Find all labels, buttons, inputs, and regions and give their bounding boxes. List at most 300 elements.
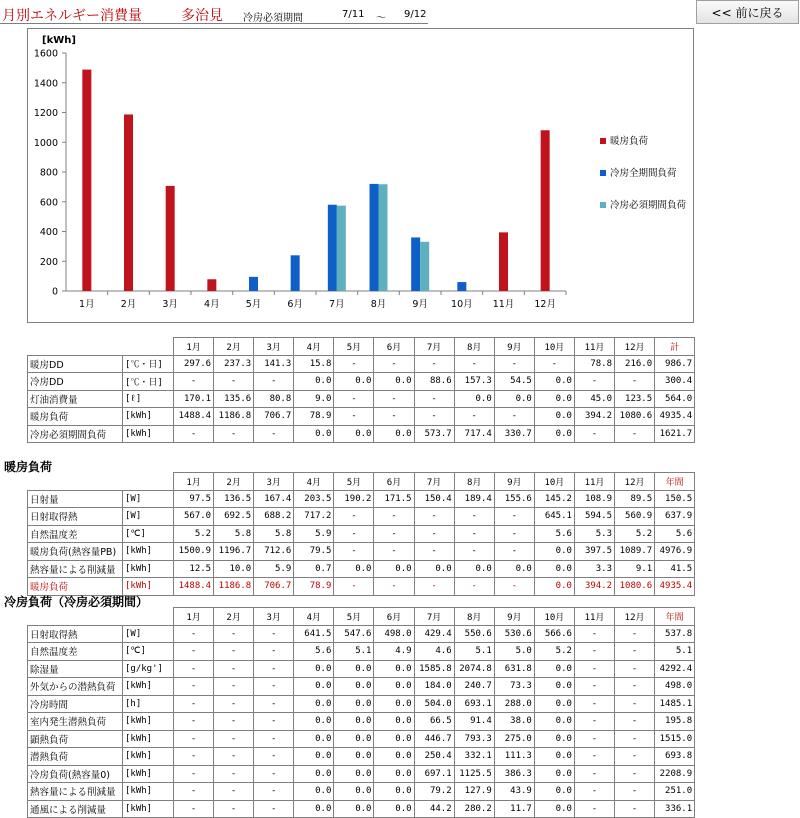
- cell-value: -: [174, 713, 214, 731]
- row-label: 除湿量: [28, 660, 123, 678]
- cell-value: 0.0: [534, 373, 574, 391]
- cell-value: -: [254, 783, 294, 801]
- row-label: 熱容量による削減量: [28, 560, 123, 578]
- cell-value: -: [334, 543, 374, 561]
- cell-value: 135.6: [214, 390, 254, 408]
- cell-value: -: [214, 800, 254, 818]
- cell-value: 5.1: [334, 643, 374, 661]
- cell-value: 0.0: [374, 678, 414, 696]
- cell-value: -: [454, 578, 494, 596]
- row-label: 自然温度差: [28, 525, 123, 543]
- row-label: 自然温度差: [28, 643, 123, 661]
- table-row: [28, 560, 695, 578]
- cell-value: 1585.8: [414, 660, 454, 678]
- cell-value: -: [454, 508, 494, 526]
- cell-value: 3.3: [574, 560, 614, 578]
- cell-value: 0.0: [374, 560, 414, 578]
- cell-value: 44.2: [414, 800, 454, 818]
- cell-value: 0.0: [374, 748, 414, 766]
- legend-label: 冷房全期間負荷: [610, 168, 677, 179]
- row-label: 暖房負荷: [28, 578, 123, 596]
- cell-value: 550.6: [454, 625, 494, 643]
- x-tick-label: 10月: [451, 299, 473, 310]
- cell-value: 0.0: [374, 783, 414, 801]
- cell-value: 1186.8: [214, 578, 254, 596]
- cell-value: -: [334, 578, 374, 596]
- cell-value: 5.0: [494, 643, 534, 661]
- cell-value: -: [414, 525, 454, 543]
- cell-value: -: [574, 783, 614, 801]
- row-unit: [W]: [123, 490, 174, 508]
- table-row: [28, 490, 695, 508]
- cell-value: 573.7: [414, 425, 454, 443]
- y-tick-label: 1200: [33, 108, 58, 119]
- cell-value: 79.2: [414, 783, 454, 801]
- cell-value: 0.0: [534, 678, 574, 696]
- cell-value: 0.0: [334, 765, 374, 783]
- month-header: 2月: [214, 608, 254, 626]
- month-header: 11月: [574, 473, 614, 491]
- cell-value: 91.4: [454, 713, 494, 731]
- title-underline: [0, 23, 428, 24]
- cell-value: 4.9: [374, 643, 414, 661]
- cell-total: 2208.9: [655, 765, 695, 783]
- cell-value: 0.0: [534, 425, 574, 443]
- month-header: 11月: [574, 608, 614, 626]
- cell-value: 0.0: [374, 765, 414, 783]
- cell-value: 73.3: [494, 678, 534, 696]
- header-blank: [28, 473, 174, 491]
- cell-value: 397.5: [574, 543, 614, 561]
- cell-value: 297.6: [174, 355, 214, 373]
- month-header: 4月: [294, 608, 334, 626]
- cell-value: 1089.7: [615, 543, 655, 561]
- table-row: [28, 390, 695, 408]
- cell-value: 594.5: [574, 508, 614, 526]
- cell-total: 195.8: [655, 713, 695, 731]
- x-tick-label: 11月: [492, 299, 515, 310]
- table-row: [28, 695, 695, 713]
- cell-value: 504.0: [414, 695, 454, 713]
- cooling-table: [27, 607, 695, 818]
- cell-total: 537.8: [655, 625, 695, 643]
- heating-section-title: 暖房負荷: [4, 460, 53, 474]
- cell-value: 0.0: [494, 560, 534, 578]
- cell-total: 1485.1: [655, 695, 695, 713]
- month-header: 11月: [574, 338, 614, 356]
- cell-value: 0.0: [534, 660, 574, 678]
- cell-value: -: [254, 425, 294, 443]
- cell-value: 80.8: [254, 390, 294, 408]
- y-tick-label: 1600: [33, 48, 58, 60]
- cell-value: 567.0: [174, 508, 214, 526]
- row-unit: [kWh]: [123, 543, 174, 561]
- cell-value: 0.0: [334, 730, 374, 748]
- cell-value: 0.0: [534, 560, 574, 578]
- cell-value: 0.0: [454, 560, 494, 578]
- bar-heating: [166, 186, 175, 291]
- y-tick-label: 0: [51, 286, 58, 298]
- row-unit: [kWh]: [123, 408, 174, 426]
- cell-value: -: [615, 660, 655, 678]
- cell-value: 66.5: [414, 713, 454, 731]
- month-header: 3月: [254, 608, 294, 626]
- cell-value: 0.0: [534, 783, 574, 801]
- cell-value: 5.1: [454, 643, 494, 661]
- month-header: 9月: [494, 608, 534, 626]
- cell-value: 446.7: [414, 730, 454, 748]
- table-row: [28, 713, 695, 731]
- cell-value: -: [334, 525, 374, 543]
- bar-cooling-full: [328, 205, 337, 291]
- cell-value: -: [454, 408, 494, 426]
- row-label: 日射量: [28, 490, 123, 508]
- cell-value: 43.9: [494, 783, 534, 801]
- cell-value: 0.0: [334, 800, 374, 818]
- cell-value: -: [254, 678, 294, 696]
- cell-value: 0.0: [374, 695, 414, 713]
- cell-value: 0.0: [294, 678, 334, 696]
- cell-value: 171.5: [374, 490, 414, 508]
- cooling-section-title: 冷房負荷（冷房必須期間）: [4, 595, 149, 609]
- x-tick-label: 1月: [79, 299, 95, 310]
- x-tick-label: 2月: [120, 299, 137, 310]
- legend-swatch: [600, 202, 606, 208]
- y-tick-label: 1400: [33, 78, 58, 90]
- cell-value: 631.8: [494, 660, 534, 678]
- period-label: 冷房必須期間: [243, 13, 303, 24]
- cell-value: -: [214, 730, 254, 748]
- cell-value: -: [254, 643, 294, 661]
- cell-value: 0.0: [374, 660, 414, 678]
- table-row: [28, 800, 695, 818]
- month-header: 9月: [494, 338, 534, 356]
- cell-value: 108.9: [574, 490, 614, 508]
- row-unit: [h]: [123, 695, 174, 713]
- page-title: 月別エネルギー消費量: [2, 8, 142, 24]
- cell-value: 1186.8: [214, 408, 254, 426]
- y-tick-label: 600: [39, 197, 58, 209]
- month-header: 4月: [294, 338, 334, 356]
- cell-value: -: [494, 508, 534, 526]
- cell-value: 0.0: [334, 678, 374, 696]
- cell-value: 386.3: [494, 765, 534, 783]
- row-label: 熱容量による削減量: [28, 783, 123, 801]
- cell-value: -: [334, 508, 374, 526]
- cell-value: -: [615, 765, 655, 783]
- bar-heating: [124, 114, 133, 291]
- cell-value: -: [374, 525, 414, 543]
- row-unit: [kWh]: [123, 748, 174, 766]
- cell-value: -: [214, 748, 254, 766]
- row-label: 冷房負荷(熱容量0): [28, 765, 123, 783]
- site-name: 多治見: [181, 8, 223, 24]
- cell-value: -: [174, 748, 214, 766]
- cell-value: 0.0: [534, 390, 574, 408]
- cell-value: -: [615, 625, 655, 643]
- cell-value: 0.0: [294, 713, 334, 731]
- cell-value: -: [414, 355, 454, 373]
- month-header: 1月: [174, 473, 214, 491]
- bar-cooling-required: [420, 242, 429, 291]
- cell-value: 127.9: [454, 783, 494, 801]
- table-row: [28, 730, 695, 748]
- cell-value: -: [574, 800, 614, 818]
- cell-value: -: [494, 408, 534, 426]
- y-axis-label: [kWh]: [42, 35, 76, 46]
- cell-value: 0.0: [334, 783, 374, 801]
- table-row: [28, 678, 695, 696]
- cell-value: 693.1: [454, 695, 494, 713]
- table-header-row: [28, 473, 695, 491]
- cell-value: 692.5: [214, 508, 254, 526]
- bar-cooling-required: [337, 206, 346, 291]
- table-row: [28, 508, 695, 526]
- cell-value: -: [574, 625, 614, 643]
- row-label: 冷房必須期間負荷: [28, 425, 123, 443]
- cell-value: 0.0: [534, 765, 574, 783]
- cell-total: 336.1: [655, 800, 695, 818]
- cell-value: 1488.4: [174, 578, 214, 596]
- period-end: 9/12: [404, 9, 427, 20]
- month-header: 7月: [414, 338, 454, 356]
- total-header: 計: [655, 338, 695, 356]
- cell-total: 4292.4: [655, 660, 695, 678]
- header-blank: [28, 608, 174, 626]
- cell-value: 394.2: [574, 578, 614, 596]
- cell-value: -: [174, 695, 214, 713]
- month-header: 8月: [454, 608, 494, 626]
- cell-value: -: [214, 713, 254, 731]
- cell-total: 693.8: [655, 748, 695, 766]
- row-label: 暖房負荷(熱容量PB): [28, 543, 123, 561]
- cell-value: -: [254, 800, 294, 818]
- cell-value: 155.6: [494, 490, 534, 508]
- table-header-row: [28, 608, 695, 626]
- cell-value: 4.6: [414, 643, 454, 661]
- total-header: 年間: [655, 473, 695, 491]
- cell-value: 717.2: [294, 508, 334, 526]
- cell-value: 394.2: [574, 408, 614, 426]
- cell-total: 637.9: [655, 508, 695, 526]
- cell-total: 4935.4: [655, 408, 695, 426]
- cell-value: 1488.4: [174, 408, 214, 426]
- cell-total: 1621.7: [655, 425, 695, 443]
- cell-value: 141.3: [254, 355, 294, 373]
- cell-value: 0.0: [374, 713, 414, 731]
- month-header: 5月: [334, 473, 374, 491]
- row-unit: [W]: [123, 508, 174, 526]
- cell-value: 566.6: [534, 625, 574, 643]
- month-header: 7月: [414, 473, 454, 491]
- cell-value: -: [494, 578, 534, 596]
- row-label: 潜熱負荷: [28, 748, 123, 766]
- month-header: 4月: [294, 473, 334, 491]
- month-header: 5月: [334, 338, 374, 356]
- cell-value: 79.5: [294, 543, 334, 561]
- row-unit: [kWh]: [123, 765, 174, 783]
- cell-value: -: [374, 543, 414, 561]
- x-tick-label: 12月: [534, 299, 556, 310]
- row-label: 冷房DD: [28, 373, 123, 391]
- cell-value: -: [615, 713, 655, 731]
- cell-value: 170.1: [174, 390, 214, 408]
- cell-value: -: [454, 543, 494, 561]
- table-header-row: [28, 338, 695, 356]
- cell-value: 0.0: [294, 783, 334, 801]
- cell-value: -: [615, 783, 655, 801]
- month-header: 12月: [615, 473, 655, 491]
- bar-cooling-full: [291, 255, 300, 291]
- cell-value: 97.5: [174, 490, 214, 508]
- cell-value: 9.1: [615, 560, 655, 578]
- cell-value: 706.7: [254, 578, 294, 596]
- cell-value: -: [214, 660, 254, 678]
- cell-value: -: [374, 578, 414, 596]
- cell-value: -: [174, 765, 214, 783]
- cell-value: 216.0: [615, 355, 655, 373]
- cell-value: 5.6: [534, 525, 574, 543]
- row-unit: [ℓ]: [123, 390, 174, 408]
- table-row: [28, 660, 695, 678]
- cell-value: 15.8: [294, 355, 334, 373]
- cell-value: -: [334, 408, 374, 426]
- chart-canvas: [28, 29, 693, 322]
- cell-value: -: [615, 643, 655, 661]
- cell-value: 157.3: [454, 373, 494, 391]
- cell-value: -: [494, 543, 534, 561]
- cell-value: -: [615, 800, 655, 818]
- cell-value: -: [174, 373, 214, 391]
- cell-value: -: [174, 425, 214, 443]
- row-unit: [W]: [123, 625, 174, 643]
- row-label: 日射取得熱: [28, 625, 123, 643]
- cell-value: 0.0: [294, 695, 334, 713]
- cell-value: -: [615, 695, 655, 713]
- cell-value: -: [414, 578, 454, 596]
- cell-value: 0.0: [294, 748, 334, 766]
- cell-value: 717.4: [454, 425, 494, 443]
- energy-chart: [27, 28, 694, 323]
- row-unit: [℃・日]: [123, 355, 174, 373]
- cell-value: 1196.7: [214, 543, 254, 561]
- cell-value: 688.2: [254, 508, 294, 526]
- table-row: [28, 425, 695, 443]
- bar-cooling-full: [457, 282, 466, 291]
- cell-value: 712.6: [254, 543, 294, 561]
- cell-value: -: [574, 695, 614, 713]
- cell-value: -: [414, 543, 454, 561]
- cell-value: 0.0: [294, 425, 334, 443]
- cell-value: 641.5: [294, 625, 334, 643]
- cell-value: 1125.5: [454, 765, 494, 783]
- legend-swatch: [600, 170, 606, 176]
- cell-value: 330.7: [494, 425, 534, 443]
- cell-value: 0.0: [294, 660, 334, 678]
- cell-value: -: [615, 730, 655, 748]
- back-button[interactable]: << 前に戻る: [696, 0, 799, 24]
- cell-value: 10.0: [214, 560, 254, 578]
- cell-value: -: [254, 625, 294, 643]
- cell-value: 429.4: [414, 625, 454, 643]
- cell-value: -: [615, 373, 655, 391]
- row-unit: [kWh]: [123, 730, 174, 748]
- cell-value: 167.4: [254, 490, 294, 508]
- cell-value: -: [454, 525, 494, 543]
- month-header: 12月: [615, 608, 655, 626]
- cell-total: 251.0: [655, 783, 695, 801]
- row-label: 暖房DD: [28, 355, 123, 373]
- month-header: 12月: [615, 338, 655, 356]
- cell-value: -: [214, 425, 254, 443]
- cell-value: 0.0: [534, 713, 574, 731]
- cell-value: 547.6: [334, 625, 374, 643]
- cell-value: 240.7: [454, 678, 494, 696]
- month-header: 3月: [254, 473, 294, 491]
- cell-value: -: [174, 730, 214, 748]
- cell-value: 1080.6: [615, 408, 655, 426]
- cell-value: -: [214, 373, 254, 391]
- cell-value: 9.0: [294, 390, 334, 408]
- cell-value: 0.0: [334, 660, 374, 678]
- cell-value: 189.4: [454, 490, 494, 508]
- x-tick-label: 4月: [204, 299, 220, 310]
- row-unit: [℃]: [123, 525, 174, 543]
- row-label: 暖房負荷: [28, 408, 123, 426]
- cell-value: 5.8: [214, 525, 254, 543]
- cell-total: 1515.0: [655, 730, 695, 748]
- cell-value: -: [574, 660, 614, 678]
- x-tick-label: 8月: [370, 299, 387, 310]
- cell-value: 78.9: [294, 578, 334, 596]
- cell-value: 0.0: [334, 560, 374, 578]
- cell-total: 150.5: [655, 490, 695, 508]
- cell-value: 1500.9: [174, 543, 214, 561]
- cell-value: -: [214, 783, 254, 801]
- cell-value: -: [374, 408, 414, 426]
- cell-value: -: [174, 678, 214, 696]
- row-label: 外気からの潜熱負荷: [28, 678, 123, 696]
- month-header: 1月: [174, 608, 214, 626]
- x-tick-label: 3月: [162, 299, 178, 310]
- cell-value: 5.8: [254, 525, 294, 543]
- cell-value: 0.0: [374, 425, 414, 443]
- table-row: [28, 543, 695, 561]
- legend-label: 冷房必須期間負荷: [610, 200, 687, 211]
- cell-value: 11.7: [494, 800, 534, 818]
- cell-value: -: [214, 695, 254, 713]
- cell-value: -: [534, 355, 574, 373]
- cell-value: 250.4: [414, 748, 454, 766]
- bar-cooling-required: [379, 184, 388, 291]
- cell-value: 0.0: [534, 800, 574, 818]
- cell-total: 564.0: [655, 390, 695, 408]
- cell-value: -: [174, 625, 214, 643]
- cell-value: -: [254, 660, 294, 678]
- cell-value: 0.0: [534, 695, 574, 713]
- cell-value: 5.3: [574, 525, 614, 543]
- cell-value: 0.0: [294, 373, 334, 391]
- cell-total: 986.7: [655, 355, 695, 373]
- row-unit: [℃]: [123, 643, 174, 661]
- cell-value: -: [494, 355, 534, 373]
- cell-value: 136.5: [214, 490, 254, 508]
- cell-value: 0.0: [334, 373, 374, 391]
- cell-value: 54.5: [494, 373, 534, 391]
- table-row: [28, 625, 695, 643]
- cell-value: -: [214, 643, 254, 661]
- cell-value: -: [374, 390, 414, 408]
